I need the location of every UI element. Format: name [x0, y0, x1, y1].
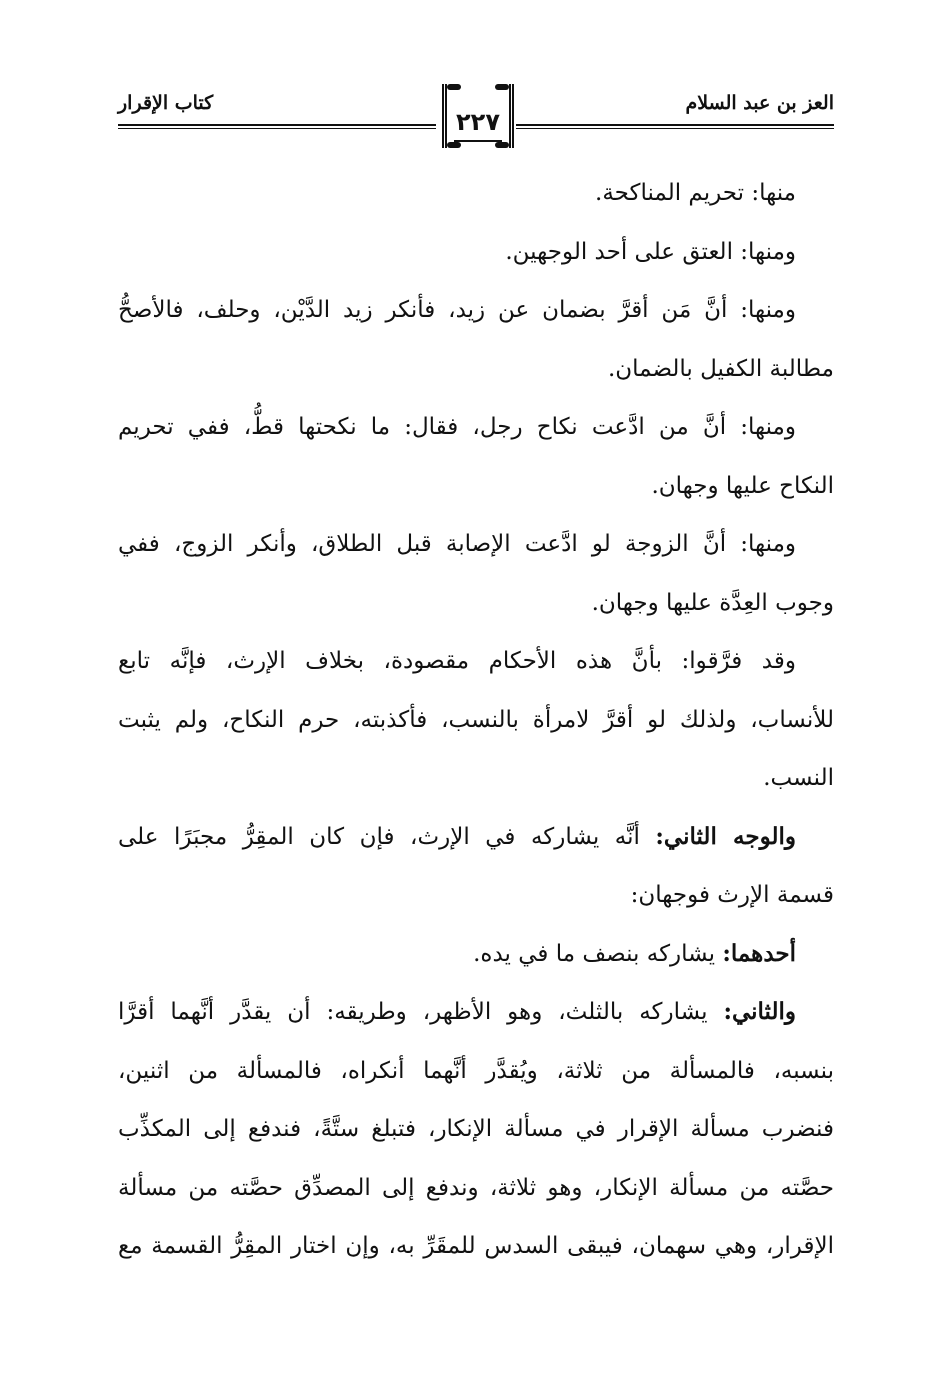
header-rule-left: [118, 124, 436, 129]
header-book-title: كتاب الإقرار: [118, 92, 214, 114]
text-line-12: والوجه الثاني: أنَّه يشاركه في الإرث، فإن كان المقِرُّ مجبَرًا على: [118, 822, 796, 850]
text-line-13: قسمة الإرث فوجهان:: [630, 882, 834, 908]
page-number-underline: [454, 140, 502, 142]
text-line-17: فنضرب مسألة الإقرار في مسألة الإنكار، فتبلغ ستَّةً، فندفع إلى المكذِّب: [118, 1116, 834, 1142]
text-line-1: منها: تحريم المناكحة.: [595, 180, 796, 206]
text-line-18: حصَّته من مسألة الإنكار، وهو ثلاثة، وندفع إلى المصدِّق حصَّته من مسألة: [118, 1174, 834, 1201]
text-line-4: مطالبة الكفيل بالضمان.: [607, 355, 834, 382]
text-line-8: وجوب العِدَّة عليها وجهان.: [591, 589, 834, 616]
text-line-15: والثاني: يشاركه بالثلث، وهو الأظهر، وطريقه: أن يقدَّر أنَّهما أقرَّا: [118, 998, 796, 1025]
page-number-frame: [438, 78, 518, 152]
term-second: والثاني:: [723, 998, 796, 1025]
page-number: ٢٢٧: [456, 108, 500, 136]
body-text: [118, 164, 834, 1276]
header-author: العز بن عبد السلام: [685, 92, 834, 114]
term-first: أحدهما:: [722, 939, 796, 967]
text-line-19: الإقرار، وهي سهمان، فيبقى السدس للمقَرِّ به، وإن اختار المقِرُّ القسمة مع: [118, 1233, 834, 1259]
text-line-16: بنسبه، فالمسألة من ثلاثة، ويُقدَّر أنَّهما أنكراه، فالمسألة من اثنين،: [118, 1057, 834, 1084]
text-line-9: وقد فرَّقوا: بأنَّ هذه الأحكام مقصودة، بخلاف الإرث، فإنَّه تابع: [118, 648, 796, 674]
text-line-10: للأنساب، ولذلك لو أقرَّ لامرأة بالنسب، فأكذبته، حرم النكاح، ولم يثبت: [118, 706, 834, 733]
running-header: [118, 78, 834, 158]
term-second-aspect: والوجه الثاني:: [655, 822, 796, 850]
text-line-6: النكاح عليها وجهان.: [651, 472, 834, 499]
text-line-7: ومنها: أنَّ الزوجة لو ادَّعت الإصابة قبل الطلاق، وأنكر الزوج، ففي: [118, 531, 796, 557]
text-line-3: ومنها: أنَّ مَن أقرَّ بضمان عن زيد، فأنكر زيد الدَّيْن، وحلف، فالأصحُّ: [118, 297, 796, 323]
text-line-5: ومنها: أنَّ من ادَّعت نكاح رجل، فقال: ما نكحتها قطُّ، ففي تحريم: [118, 414, 796, 440]
header-rule-right: [516, 124, 834, 129]
text-line-11: النسب.: [763, 765, 834, 791]
text-line-14: أحدهما: يشاركه بنصف ما في يده.: [473, 939, 796, 967]
text-line-2: ومنها: العتق على أحد الوجهين.: [505, 238, 796, 265]
